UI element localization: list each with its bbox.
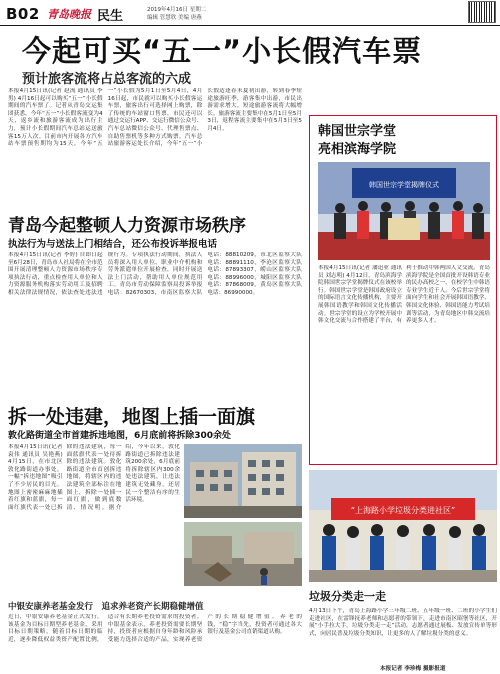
page-barcode-icon	[468, 1, 496, 23]
story5-headline: 垃圾分类走一走	[309, 590, 386, 603]
ceremony-photo-illustration	[318, 162, 490, 260]
story3-headline: 拆一处违建，地图上插一面旗	[8, 406, 256, 428]
students-photo-illustration	[309, 470, 497, 582]
street-photo-illustration	[184, 522, 302, 586]
page-number: B02	[6, 5, 40, 23]
story4-body: 近日，中银安康养老基金正式发行。该基金为目标日期型养老基金，采用目标日期策略，随着目标日期的临近，逐步降低权益类资产配置比例，适合有长期养老投资需求的投资者。中银基金表示，养老投资需要长期坚持，投资者应根据自身年龄和风险承受能力选择合适的产品，实现养老资产的长期稳健增值。养老的钱，“稳”字当先，投资者可通过各大银行及基金公司直销渠道认购。	[8, 614, 302, 643]
feature-body: 本报4月15日讯(记者 潘迅业 通讯员 刘志明) 4月12日，青岛滨海学院韩国世宗学堂揭牌仪式在该校举行。韩国世宗学堂是韩国政府设立的国际语言文化传播机构，主要开展韩国语教学和韩国文化传播活动。世宗学堂的设立为学校开展中韩文化交流与合作搭建了平台，有利于推动中韩两国人文交流。青岛滨海学院是全国首批开设韩语专业的民办高校之一，在校学生中韩语专业学生近千人。今后世宗学堂将面向学生和社会开展韩国语教学、韩国文化体验、韩国语能力考试培训等活动，为青岛地区中韩交流培养更多人才。	[318, 265, 490, 325]
building-photo-illustration	[184, 444, 302, 518]
newspaper-name: 青岛晚报	[47, 8, 91, 21]
section-name: 民生	[97, 9, 124, 24]
story1-subhead: 预计旅客流将占总客流的六成	[22, 72, 192, 87]
feature-title-line1: 韩国世宗学堂	[318, 124, 397, 139]
garbage-sorting-photo	[309, 470, 497, 582]
demolition-photo-bottom	[184, 522, 302, 586]
editors-credit: 编辑 管慧欣 美编 唐燕	[147, 15, 202, 21]
story3-subhead: 敦化路街道全市首建拆违地图，6月底前将拆除300余处	[8, 431, 232, 441]
feature-title	[318, 123, 488, 159]
story3-body: 本报4月15日讯(记者 袁伟 通讯员 吴艳燕) 4月15日，在市北区敦化路街道办事处，一幅“拆违地图”吸引了不少居民的目光。地图上密密麻麻地插着红旗和蓝旗，每一面红旗代表一处已拆除的违法建筑，每一面蓝旗代表一处待拆除的违法建筑。敦化路街道全市首创拆违地图，将辖区内的违法建筑全部标注在地图上，拆除一处插一面红旗，做到底数清、情况明。据介绍，今年以来，敦化路街道已拆除违法建筑200余处，6月底前将拆除辖区内300余处违法建筑，让违法建筑无处藏身，还居民一个整洁有序的生活环境。	[8, 444, 180, 511]
story2-headline: 青岛今起整顿人力资源市场秩序	[8, 216, 246, 236]
story1-body: 本报4月15日讯(记者 赵流 通讯员 李男) 4月16日起可以购买“五一”小长假期间的汽车票了。记者从青岛交运集团获悉，今年“五一”小长假客流变为4天，返乡流和旅游客流成为出行主力，预计小长假期间汽车总站运送旅客15万人次。目前市内开展各方汽车站车票预售期均为15天，今年“五一”小长假为5月1日至5月4日，4月16日起，市民就可以购买小长假客运车票，旅客出行可选择网上购票，除了传统的车站窗口售票，市民还可以通过交运行APP、交运行微信公众号、汽车总站微信公众号、代理售票点、自助售票机等多种方式购票。汽车总站旅游客运处长介绍，今年“五一”小长假适逢春末夏初出游，转到春季短途旅游旺季，游客集中出游，市民出游需求增大，短途旅游客流将大幅增长。旅游客流主要集中在5月1日至5月3日，返程客流主要集中在5月3日至5月4日。	[8, 88, 302, 148]
story1-headline: 今起可买“五一”小长假汽车票	[22, 34, 423, 68]
issue-date: 2019年4月16日 星期二	[147, 7, 207, 13]
story5-body: 4月13日下午，青岛上海路小学三年级二班、五年级一班、二班的小学生们走进社区，在雷锋抚养老师和志愿者的带领下，走进市南区昭堡等社区，开展“小手拉大手，垃圾分类走一走”活动，志愿者通过展板、发放宣传单等形式，向居民普及垃圾分类知识，让更多的人了解垃圾分类的意义。	[309, 608, 497, 637]
story2-body: 本报4月15日讯(记者 李婷) 自即日起至6月28日，青岛市人社局将在全市范围开展清理整顿人力资源市场秩序专项执法行动，重点检查用人单位和人力资源服务机构落实劳动用工及招聘相关法律法规情况，依法查处违法违规行为。专项执法行动期间，执法人员将深入用人单位、职业中介机构和劳务派遣单位开展检查，同时开展送法上门活动，帮助用人单位规范用工。青岛市劳动保障监察局投诉举报电话：82670303，市南区监察大队电话：88810209，市北区监察大队电话：88891110，李沧区监察大队电话：87893307，崂山区监察大队电话：88996000，城阳区监察大队电话：87868009，黄岛区监察大队电话：86990000。	[8, 252, 302, 296]
feature-title-line2: 亮相滨海学院	[318, 142, 397, 157]
demolition-photo-top	[184, 444, 302, 518]
ceremony-banner-text: 韩国世宗学堂揭牌仪式	[369, 181, 439, 189]
story4-headline: 中银安康养老基金发行 追求养老资产长期稳健增值	[8, 602, 204, 612]
story2-subhead: 执法行为与送法上门相结合，还公布投诉举报电话	[8, 239, 218, 250]
feature-photo	[318, 162, 490, 260]
story5-byline: 本报记者 李珍梅 摄影报道	[380, 666, 446, 672]
students-banner-text: “上海路小学垃圾分类进社区”	[350, 506, 456, 515]
